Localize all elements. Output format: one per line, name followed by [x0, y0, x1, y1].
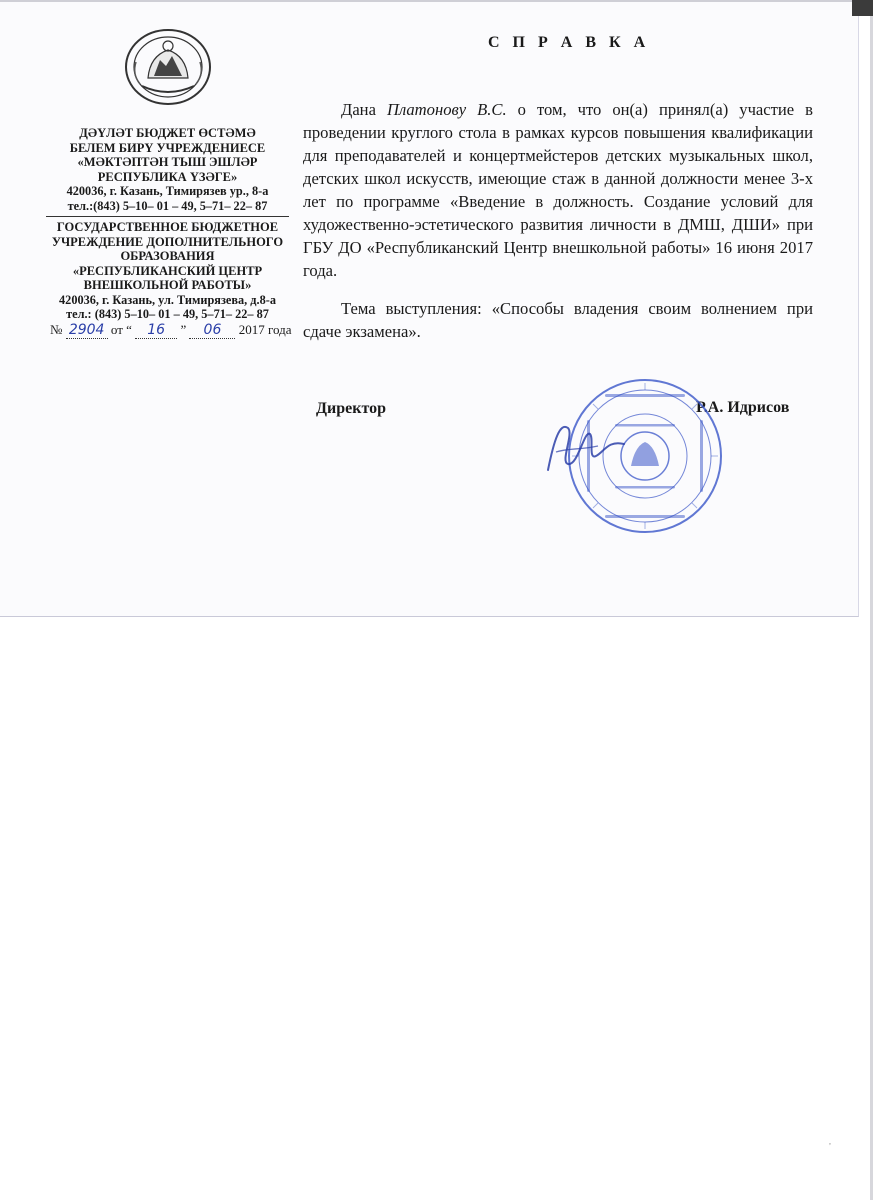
- tatar-org-line: ДӘҮЛӘТ БЮДЖЕТ ӨСТӘМӘ: [79, 126, 256, 140]
- russian-org-line: ГОСУДАРСТВЕННОЕ БЮДЖЕТНОЕ: [56, 220, 279, 234]
- signature-position: Директор: [316, 400, 386, 417]
- scan-edge-top: [0, 0, 873, 2]
- letterhead: [40, 26, 295, 322]
- document-title: С П Р А В К А: [488, 34, 650, 51]
- document-number-line: [50, 322, 300, 339]
- from-label: от “: [110, 322, 132, 337]
- russian-phone: тел.: (843) 5–10– 01 – 49, 5–71– 22– 87: [66, 307, 269, 321]
- tatar-org-line: «МӘКТӘПТӘН ТЫШ ЭШЛӘР: [77, 155, 258, 169]
- tatar-org-line: РЕСПУБЛИКА ҮЗӘГЕ»: [97, 169, 238, 184]
- handwritten-signature-icon: [538, 410, 628, 480]
- document-body: [303, 98, 813, 343]
- document-day: 16: [135, 322, 177, 339]
- paragraph-topic: Тема выступления: «Способы владения своим волнением при сдаче экзамена».: [303, 299, 813, 341]
- header-divider: [46, 216, 289, 217]
- scan-speck: ,: [829, 1137, 831, 1146]
- year-label: 2017 года: [238, 322, 292, 337]
- russian-org-line: «РЕСПУБЛИКАНСКИЙ ЦЕНТР: [72, 263, 263, 278]
- person-name: Платонову В.С.: [386, 100, 507, 119]
- signer-name: Р.А. Идрисов: [696, 399, 790, 416]
- document-number: 2904: [66, 322, 108, 339]
- tatar-phone: тел.:(843) 5–10– 01 – 49, 5–71– 22– 87: [67, 198, 268, 213]
- russian-org-line: УЧРЕЖДЕНИЕ ДОПОЛНИТЕЛЬНОГО: [51, 234, 284, 249]
- tatar-org-line: БЕЛЕМ БИРҮ УЧРЕЖДЕНИЕСЕ: [69, 140, 266, 155]
- quote-close: ”: [180, 322, 187, 337]
- paragraph-main: [303, 98, 813, 282]
- para-rest: о том, что он(а) принял(а) участие в проведении круглого стола в рамках курсов повышения квалификации для преподавателей и концертмейстеров детских музыкальных школ, детских школ искусств, имеющие стаж в данной должности менее 3-х лет по программе «Введение в должность. Создание условий для художественно-эстетического развития личности в ДМШ, ДШИ» при ГБУ ДО «Республиканский Центр внешкольной работы» 16 июня 2017 года.: [303, 100, 814, 280]
- russian-org-line: ОБРАЗОВАНИЯ: [120, 249, 215, 263]
- number-prefix: №: [50, 322, 63, 337]
- russian-address: 420036, г. Казань, ул. Тимирязева, д.8-а: [59, 292, 276, 307]
- document-month: 06: [189, 322, 235, 339]
- scan-corner-mark: [852, 0, 873, 16]
- tatarstan-emblem-icon: [120, 26, 216, 108]
- russian-org-line: ВНЕШКОЛЬНОЙ РАБОТЫ»: [83, 278, 252, 292]
- para-lead: Дана: [341, 100, 387, 119]
- tatar-address: 420036, г. Казань, Тимирязев ур., 8-а: [66, 184, 269, 198]
